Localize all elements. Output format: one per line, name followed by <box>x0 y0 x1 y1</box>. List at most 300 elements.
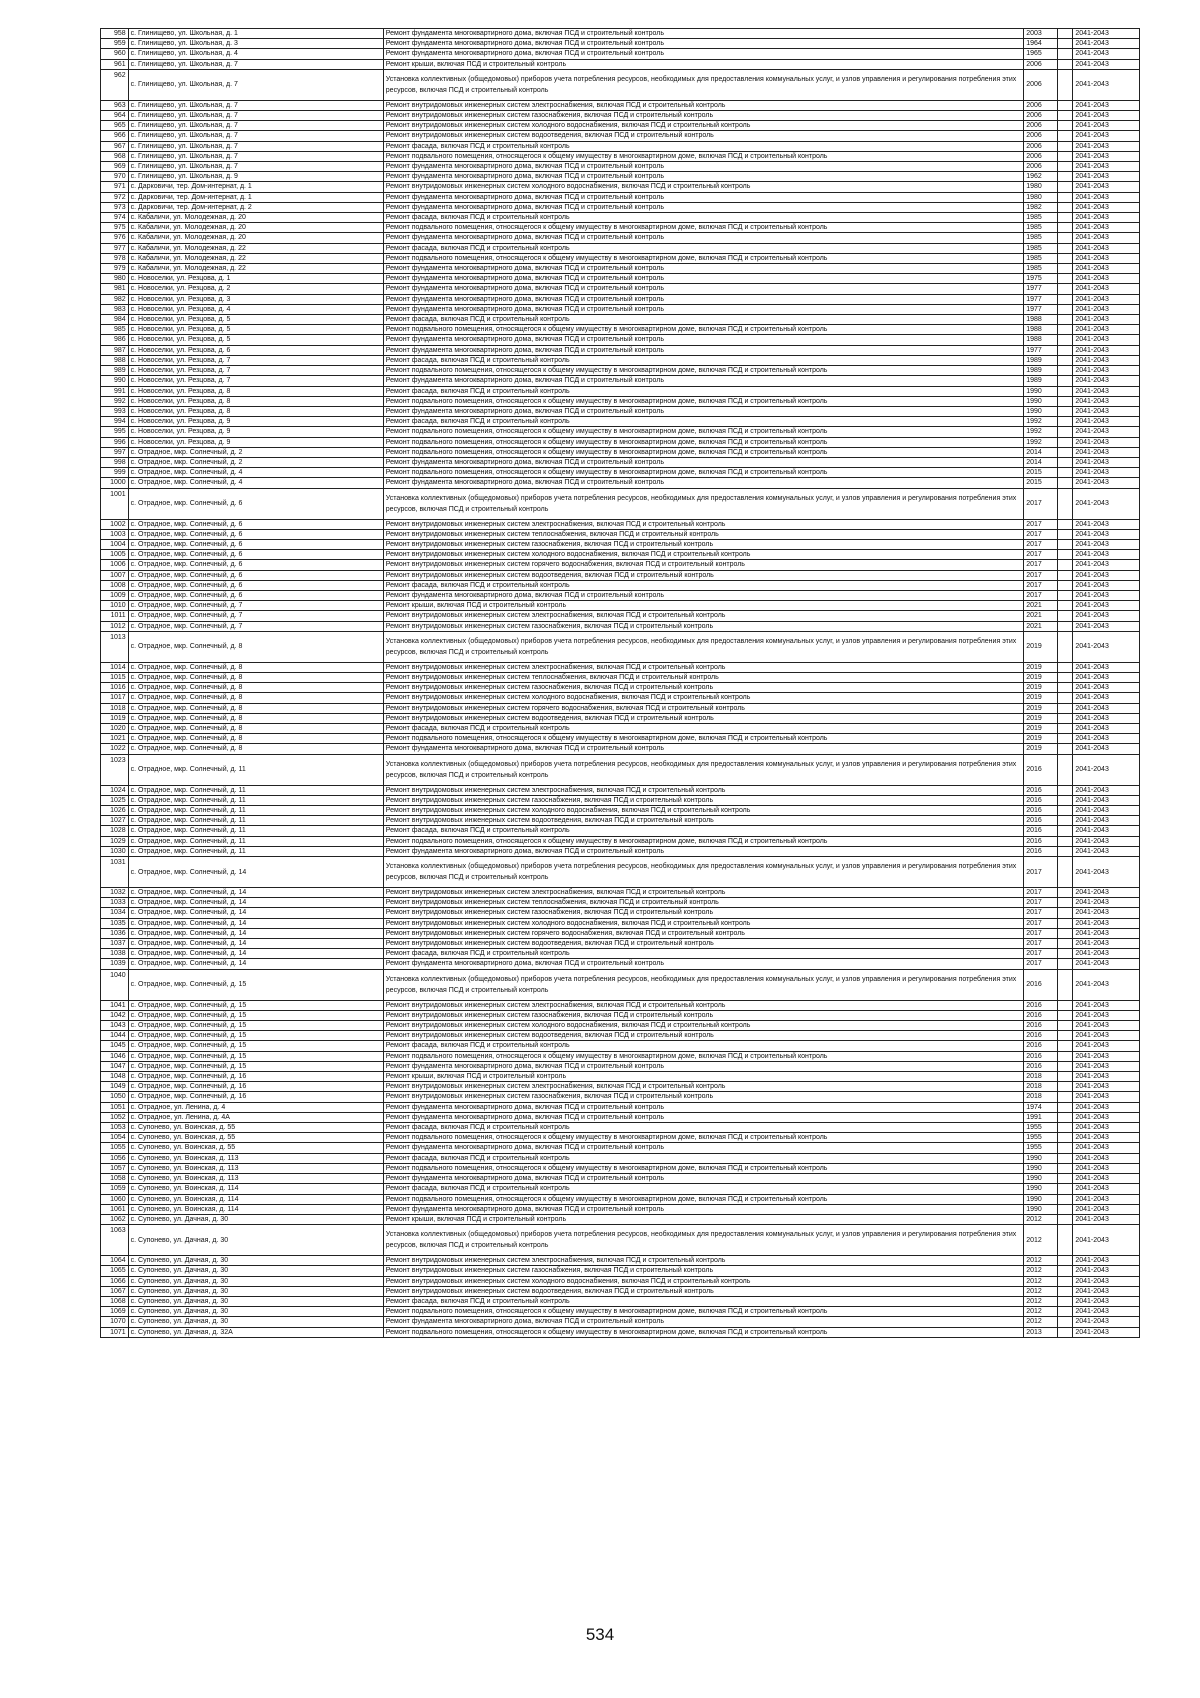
table-row <box>101 192 1140 202</box>
planned-period-cell: 2041-2043 <box>1073 417 1140 427</box>
row-number: 965 <box>101 121 129 131</box>
table-row <box>101 1286 1140 1296</box>
empty-cell <box>1058 754 1073 785</box>
table-row <box>101 386 1140 396</box>
row-number: 1037 <box>101 939 129 949</box>
year-built-cell: 2012 <box>1024 1286 1058 1296</box>
work-type-cell: Ремонт крыши, включая ПСД и строительный контроль <box>383 1072 1023 1082</box>
work-type-cell: Ремонт фундамента многоквартирного дома, включая ПСД и строительный контроль <box>383 264 1023 274</box>
planned-period-cell: 2041-2043 <box>1073 141 1140 151</box>
year-built-cell: 2019 <box>1024 631 1058 662</box>
planned-period-cell: 2041-2043 <box>1073 131 1140 141</box>
table-row <box>101 560 1140 570</box>
planned-period-cell: 2041-2043 <box>1073 1072 1140 1082</box>
year-built-cell: 2006 <box>1024 59 1058 69</box>
work-type-cell: Ремонт внутридомовых инженерных систем водоотведения, включая ПСД и строительный контроль <box>383 1286 1023 1296</box>
row-number: 1048 <box>101 1072 129 1082</box>
planned-period-cell: 2041-2043 <box>1073 202 1140 212</box>
year-built-cell: 2006 <box>1024 69 1058 100</box>
address-cell: с. Супонево, ул. Воинская, д. 114 <box>128 1204 383 1214</box>
planned-period-cell: 2041-2043 <box>1073 1184 1140 1194</box>
empty-cell <box>1058 253 1073 263</box>
planned-period-cell: 2041-2043 <box>1073 570 1140 580</box>
year-built-cell: 1955 <box>1024 1133 1058 1143</box>
planned-period-cell: 2041-2043 <box>1073 294 1140 304</box>
year-built-cell: 1990 <box>1024 1194 1058 1204</box>
year-built-cell: 2017 <box>1024 939 1058 949</box>
address-cell: с. Супонево, ул. Дачная, д. 30 <box>128 1276 383 1286</box>
address-cell: с. Новоселки, ул. Резцова, д. 7 <box>128 366 383 376</box>
table-row <box>101 1256 1140 1266</box>
table-row <box>101 580 1140 590</box>
address-cell: с. Отрадное, мкр. Солнечный, д. 6 <box>128 550 383 560</box>
table-row <box>101 1072 1140 1082</box>
work-type-cell: Ремонт внутридомовых инженерных систем электроснабжения, включая ПСД и строительный контроль <box>383 1256 1023 1266</box>
empty-cell <box>1058 223 1073 233</box>
table-row <box>101 631 1140 662</box>
year-built-cell: 2006 <box>1024 151 1058 161</box>
year-built-cell: 1985 <box>1024 264 1058 274</box>
planned-period-cell: 2041-2043 <box>1073 631 1140 662</box>
row-number: 969 <box>101 162 129 172</box>
empty-cell <box>1058 1051 1073 1061</box>
work-type-cell: Установка коллективных (общедомовых) приборов учета потребления ресурсов, необходимых для предоставления коммунальных услуг, и узлов управления и регулирования потребления этих ресурсов, включая ПСД и строительный контроль <box>383 631 1023 662</box>
year-built-cell: 2016 <box>1024 1021 1058 1031</box>
address-cell: с. Отрадное, мкр. Солнечный, д. 11 <box>128 846 383 856</box>
year-built-cell: 2021 <box>1024 611 1058 621</box>
table-row <box>101 928 1140 938</box>
empty-cell <box>1058 111 1073 121</box>
year-built-cell: 1985 <box>1024 233 1058 243</box>
empty-cell <box>1058 672 1073 682</box>
row-number: 1060 <box>101 1194 129 1204</box>
work-type-cell: Ремонт внутридомовых инженерных систем газоснабжения, включая ПСД и строительный контроль <box>383 539 1023 549</box>
work-type-cell: Ремонт фундамента многоквартирного дома, включая ПСД и строительный контроль <box>383 29 1023 39</box>
planned-period-cell: 2041-2043 <box>1073 1061 1140 1071</box>
table-row <box>101 693 1140 703</box>
table-row <box>101 478 1140 488</box>
empty-cell <box>1058 846 1073 856</box>
planned-period-cell: 2041-2043 <box>1073 969 1140 1000</box>
table-row <box>101 734 1140 744</box>
year-built-cell: 2017 <box>1024 590 1058 600</box>
planned-period-cell: 2041-2043 <box>1073 1204 1140 1214</box>
table-row <box>101 1112 1140 1122</box>
table-row <box>101 1266 1140 1276</box>
address-cell: с. Глинищево, ул. Школьная, д. 7 <box>128 162 383 172</box>
year-built-cell: 1990 <box>1024 1163 1058 1173</box>
address-cell: с. Кабаличи, ул. Молодежная, д. 20 <box>128 223 383 233</box>
planned-period-cell: 2041-2043 <box>1073 662 1140 672</box>
work-type-cell: Ремонт фундамента многоквартирного дома, включая ПСД и строительный контроль <box>383 172 1023 182</box>
year-built-cell: 1990 <box>1024 386 1058 396</box>
address-cell: с. Отрадное, мкр. Солнечный, д. 2 <box>128 447 383 457</box>
planned-period-cell: 2041-2043 <box>1073 39 1140 49</box>
planned-period-cell: 2041-2043 <box>1073 1031 1140 1041</box>
planned-period-cell: 2041-2043 <box>1073 1327 1140 1337</box>
address-cell: с. Дарковичи, тер. Дом-интернат, д. 1 <box>128 192 383 202</box>
year-built-cell: 2016 <box>1024 846 1058 856</box>
empty-cell <box>1058 529 1073 539</box>
table-row <box>101 335 1140 345</box>
address-cell: с. Отрадное, мкр. Солнечный, д. 7 <box>128 611 383 621</box>
planned-period-cell: 2041-2043 <box>1073 1174 1140 1184</box>
table-row <box>101 1143 1140 1153</box>
row-number: 1020 <box>101 723 129 733</box>
planned-period-cell: 2041-2043 <box>1073 519 1140 529</box>
row-number: 1031 <box>101 857 129 888</box>
row-number: 970 <box>101 172 129 182</box>
planned-period-cell: 2041-2043 <box>1073 1266 1140 1276</box>
document-sheet <box>100 28 1140 1338</box>
year-built-cell: 2018 <box>1024 1082 1058 1092</box>
year-built-cell: 2015 <box>1024 478 1058 488</box>
work-type-cell: Ремонт фундамента многоквартирного дома, включая ПСД и строительный контроль <box>383 376 1023 386</box>
planned-period-cell: 2041-2043 <box>1073 918 1140 928</box>
address-cell: с. Глинищево, ул. Школьная, д. 7 <box>128 131 383 141</box>
table-row <box>101 713 1140 723</box>
address-cell: с. Глинищево, ул. Школьная, д. 7 <box>128 100 383 110</box>
address-cell: с. Отрадное, мкр. Солнечный, д. 14 <box>128 857 383 888</box>
work-type-cell: Ремонт внутридомовых инженерных систем газоснабжения, включая ПСД и строительный контроль <box>383 111 1023 121</box>
planned-period-cell: 2041-2043 <box>1073 1102 1140 1112</box>
planned-period-cell: 2041-2043 <box>1073 683 1140 693</box>
empty-cell <box>1058 1143 1073 1153</box>
table-row <box>101 1307 1140 1317</box>
planned-period-cell: 2041-2043 <box>1073 795 1140 805</box>
table-row <box>101 1184 1140 1194</box>
empty-cell <box>1058 29 1073 39</box>
row-number: 1018 <box>101 703 129 713</box>
table-row <box>101 151 1140 161</box>
row-number: 1012 <box>101 621 129 631</box>
empty-cell <box>1058 1174 1073 1184</box>
empty-cell <box>1058 264 1073 274</box>
year-built-cell: 1975 <box>1024 274 1058 284</box>
year-built-cell: 1985 <box>1024 253 1058 263</box>
work-type-cell: Ремонт фундамента многоквартирного дома, включая ПСД и строительный контроль <box>383 192 1023 202</box>
year-built-cell: 2017 <box>1024 959 1058 969</box>
address-cell: с. Новоселки, ул. Резцова, д. 5 <box>128 325 383 335</box>
row-number: 966 <box>101 131 129 141</box>
empty-cell <box>1058 1102 1073 1112</box>
empty-cell <box>1058 59 1073 69</box>
work-type-cell: Ремонт крыши, включая ПСД и строительный контроль <box>383 59 1023 69</box>
row-number: 1006 <box>101 560 129 570</box>
work-type-cell: Ремонт внутридомовых инженерных систем электроснабжения, включая ПСД и строительный контроль <box>383 785 1023 795</box>
planned-period-cell: 2041-2043 <box>1073 1112 1140 1122</box>
planned-period-cell: 2041-2043 <box>1073 1286 1140 1296</box>
empty-cell <box>1058 1072 1073 1082</box>
address-cell: с. Новоселки, ул. Резцова, д. 8 <box>128 386 383 396</box>
year-built-cell: 2017 <box>1024 857 1058 888</box>
table-row <box>101 969 1140 1000</box>
work-type-cell: Ремонт внутридомовых инженерных систем горячего водоснабжения, включая ПСД и строительный контроль <box>383 560 1023 570</box>
work-type-cell: Ремонт внутридомовых инженерных систем водоотведения, включая ПСД и строительный контроль <box>383 939 1023 949</box>
empty-cell <box>1058 49 1073 59</box>
empty-cell <box>1058 202 1073 212</box>
table-row <box>101 918 1140 928</box>
planned-period-cell: 2041-2043 <box>1073 284 1140 294</box>
empty-cell <box>1058 284 1073 294</box>
table-row <box>101 1153 1140 1163</box>
table-row <box>101 141 1140 151</box>
planned-period-cell: 2041-2043 <box>1073 806 1140 816</box>
address-cell: с. Отрадное, мкр. Солнечный, д. 8 <box>128 744 383 754</box>
work-type-cell: Ремонт внутридомовых инженерных систем водоотведения, включая ПСД и строительный контроль <box>383 816 1023 826</box>
table-row <box>101 888 1140 898</box>
planned-period-cell: 2041-2043 <box>1073 325 1140 335</box>
planned-period-cell: 2041-2043 <box>1073 1051 1140 1061</box>
address-cell: с. Отрадное, мкр. Солнечный, д. 15 <box>128 1000 383 1010</box>
work-type-cell: Ремонт подвального помещения, относящегося к общему имуществу в многоквартирном доме, включая ПСД и строительный контроль <box>383 427 1023 437</box>
year-built-cell: 2017 <box>1024 888 1058 898</box>
empty-cell <box>1058 713 1073 723</box>
table-row <box>101 304 1140 314</box>
year-built-cell: 2019 <box>1024 734 1058 744</box>
row-number: 1029 <box>101 836 129 846</box>
row-number: 958 <box>101 29 129 39</box>
planned-period-cell: 2041-2043 <box>1073 703 1140 713</box>
year-built-cell: 1965 <box>1024 49 1058 59</box>
row-number: 984 <box>101 315 129 325</box>
address-cell: с. Супонево, ул. Дачная, д. 30 <box>128 1307 383 1317</box>
row-number: 1030 <box>101 846 129 856</box>
planned-period-cell: 2041-2043 <box>1073 182 1140 192</box>
row-number: 1042 <box>101 1010 129 1020</box>
planned-period-cell: 2041-2043 <box>1073 928 1140 938</box>
empty-cell <box>1058 100 1073 110</box>
address-cell: с. Глинищево, ул. Школьная, д. 1 <box>128 29 383 39</box>
table-row <box>101 1092 1140 1102</box>
year-built-cell: 2016 <box>1024 836 1058 846</box>
address-cell: с. Глинищево, ул. Школьная, д. 3 <box>128 39 383 49</box>
year-built-cell: 2003 <box>1024 29 1058 39</box>
address-cell: с. Отрадное, мкр. Солнечный, д. 16 <box>128 1072 383 1082</box>
address-cell: с. Отрадное, мкр. Солнечный, д. 15 <box>128 1021 383 1031</box>
address-cell: с. Отрадное, мкр. Солнечный, д. 7 <box>128 601 383 611</box>
table-row <box>101 182 1140 192</box>
address-cell: с. Отрадное, мкр. Солнечный, д. 4 <box>128 468 383 478</box>
empty-cell <box>1058 723 1073 733</box>
row-number: 1052 <box>101 1112 129 1122</box>
year-built-cell: 2021 <box>1024 621 1058 631</box>
address-cell: с. Супонево, ул. Дачная, д. 30 <box>128 1317 383 1327</box>
address-cell: с. Новоселки, ул. Резцова, д. 3 <box>128 294 383 304</box>
planned-period-cell: 2041-2043 <box>1073 151 1140 161</box>
address-cell: с. Супонево, ул. Воинская, д. 114 <box>128 1194 383 1204</box>
row-number: 1021 <box>101 734 129 744</box>
row-number: 1028 <box>101 826 129 836</box>
work-type-cell: Ремонт внутридомовых инженерных систем водоотведения, включая ПСД и строительный контроль <box>383 713 1023 723</box>
empty-cell <box>1058 1133 1073 1143</box>
table-row <box>101 366 1140 376</box>
table-row <box>101 1010 1140 1020</box>
address-cell: с. Отрадное, ул. Ленина, д. 4А <box>128 1112 383 1122</box>
empty-cell <box>1058 437 1073 447</box>
year-built-cell: 1955 <box>1024 1143 1058 1153</box>
planned-period-cell: 2041-2043 <box>1073 59 1140 69</box>
empty-cell <box>1058 816 1073 826</box>
row-number: 1036 <box>101 928 129 938</box>
row-number: 977 <box>101 243 129 253</box>
address-cell: с. Отрадное, мкр. Солнечный, д. 16 <box>128 1082 383 1092</box>
row-number: 1015 <box>101 672 129 682</box>
row-number: 1033 <box>101 898 129 908</box>
row-number: 979 <box>101 264 129 274</box>
planned-period-cell: 2041-2043 <box>1073 345 1140 355</box>
table-row <box>101 672 1140 682</box>
work-type-cell: Ремонт подвального помещения, относящегося к общему имуществу в многоквартирном доме, включая ПСД и строительный контроль <box>383 366 1023 376</box>
year-built-cell: 1974 <box>1024 1102 1058 1112</box>
work-type-cell: Ремонт внутридомовых инженерных систем теплоснабжения, включая ПСД и строительный контроль <box>383 672 1023 682</box>
table-row <box>101 1194 1140 1204</box>
table-row <box>101 457 1140 467</box>
row-number: 974 <box>101 213 129 223</box>
address-cell: с. Отрадное, мкр. Солнечный, д. 8 <box>128 713 383 723</box>
year-built-cell: 1977 <box>1024 304 1058 314</box>
planned-period-cell: 2041-2043 <box>1073 233 1140 243</box>
row-number: 967 <box>101 141 129 151</box>
address-cell: с. Отрадное, мкр. Солнечный, д. 14 <box>128 898 383 908</box>
row-number: 1070 <box>101 1317 129 1327</box>
row-number: 1011 <box>101 611 129 621</box>
planned-period-cell: 2041-2043 <box>1073 386 1140 396</box>
year-built-cell: 2016 <box>1024 806 1058 816</box>
planned-period-cell: 2041-2043 <box>1073 693 1140 703</box>
year-built-cell: 2012 <box>1024 1276 1058 1286</box>
table-row <box>101 1174 1140 1184</box>
table-row <box>101 315 1140 325</box>
table-row <box>101 213 1140 223</box>
year-built-cell: 2016 <box>1024 1061 1058 1071</box>
planned-period-cell: 2041-2043 <box>1073 213 1140 223</box>
work-type-cell: Ремонт фасада, включая ПСД и строительный контроль <box>383 417 1023 427</box>
planned-period-cell: 2041-2043 <box>1073 1256 1140 1266</box>
address-cell: с. Отрадное, мкр. Солнечный, д. 6 <box>128 519 383 529</box>
row-number: 1056 <box>101 1153 129 1163</box>
table-row <box>101 1204 1140 1214</box>
year-built-cell: 2017 <box>1024 949 1058 959</box>
empty-cell <box>1058 590 1073 600</box>
address-cell: с. Супонево, ул. Воинская, д. 114 <box>128 1184 383 1194</box>
year-built-cell: 1988 <box>1024 315 1058 325</box>
work-type-cell: Ремонт крыши, включая ПСД и строительный контроль <box>383 1214 1023 1224</box>
year-built-cell: 2013 <box>1024 1327 1058 1337</box>
row-number: 1043 <box>101 1021 129 1031</box>
year-built-cell: 2006 <box>1024 100 1058 110</box>
row-number: 994 <box>101 417 129 427</box>
table-row <box>101 846 1140 856</box>
planned-period-cell: 2041-2043 <box>1073 396 1140 406</box>
row-number: 961 <box>101 59 129 69</box>
planned-period-cell: 2041-2043 <box>1073 723 1140 733</box>
row-number: 972 <box>101 192 129 202</box>
work-type-cell: Ремонт фундамента многоквартирного дома, включая ПСД и строительный контроль <box>383 846 1023 856</box>
planned-period-cell: 2041-2043 <box>1073 1214 1140 1224</box>
address-cell: с. Отрадное, ул. Ленина, д. 4 <box>128 1102 383 1112</box>
row-number: 1047 <box>101 1061 129 1071</box>
row-number: 1008 <box>101 580 129 590</box>
table-row <box>101 898 1140 908</box>
year-built-cell: 1977 <box>1024 284 1058 294</box>
work-type-cell: Ремонт фасада, включая ПСД и строительный контроль <box>383 1123 1023 1133</box>
work-type-cell: Ремонт фундамента многоквартирного дома, включая ПСД и строительный контроль <box>383 590 1023 600</box>
table-row <box>101 100 1140 110</box>
year-built-cell: 2006 <box>1024 131 1058 141</box>
address-cell: с. Глинищево, ул. Школьная, д. 7 <box>128 69 383 100</box>
table-row <box>101 1133 1140 1143</box>
empty-cell <box>1058 1266 1073 1276</box>
planned-period-cell: 2041-2043 <box>1073 898 1140 908</box>
empty-cell <box>1058 857 1073 888</box>
work-type-cell: Ремонт подвального помещения, относящегося к общему имуществу в многоквартирном доме, включая ПСД и строительный контроль <box>383 1163 1023 1173</box>
address-cell: с. Отрадное, мкр. Солнечный, д. 15 <box>128 969 383 1000</box>
work-type-cell: Ремонт фасада, включая ПСД и строительный контроль <box>383 355 1023 365</box>
table-row <box>101 908 1140 918</box>
table-row <box>101 795 1140 805</box>
address-cell: с. Кабаличи, ул. Молодежная, д. 20 <box>128 233 383 243</box>
planned-period-cell: 2041-2043 <box>1073 376 1140 386</box>
year-built-cell: 2017 <box>1024 550 1058 560</box>
year-built-cell: 2017 <box>1024 928 1058 938</box>
work-type-cell: Ремонт внутридомовых инженерных систем теплоснабжения, включая ПСД и строительный контроль <box>383 898 1023 908</box>
year-built-cell: 2014 <box>1024 447 1058 457</box>
empty-cell <box>1058 601 1073 611</box>
work-type-cell: Ремонт фундамента многоквартирного дома, включая ПСД и строительный контроль <box>383 959 1023 969</box>
row-number: 1027 <box>101 816 129 826</box>
work-type-cell: Ремонт подвального помещения, относящегося к общему имуществу в многоквартирном доме, включая ПСД и строительный контроль <box>383 1051 1023 1061</box>
work-type-cell: Ремонт подвального помещения, относящегося к общему имуществу в многоквартирном доме, включая ПСД и строительный контроль <box>383 1307 1023 1317</box>
work-type-cell: Ремонт подвального помещения, относящегося к общему имуществу в многоквартирном доме, включая ПСД и строительный контроль <box>383 468 1023 478</box>
empty-cell <box>1058 172 1073 182</box>
table-row <box>101 1225 1140 1256</box>
address-cell: с. Супонево, ул. Воинская, д. 113 <box>128 1174 383 1184</box>
year-built-cell: 2016 <box>1024 1051 1058 1061</box>
table-row <box>101 1296 1140 1306</box>
row-number: 960 <box>101 49 129 59</box>
empty-cell <box>1058 1307 1073 1317</box>
empty-cell <box>1058 488 1073 519</box>
address-cell: с. Глинищево, ул. Школьная, д. 9 <box>128 172 383 182</box>
row-number: 1064 <box>101 1256 129 1266</box>
work-type-cell: Установка коллективных (общедомовых) приборов учета потребления ресурсов, необходимых для предоставления коммунальных услуг, и узлов управления и регулирования потребления этих ресурсов, включая ПСД и строительный контроль <box>383 754 1023 785</box>
address-cell: с. Новоселки, ул. Резцова, д. 4 <box>128 304 383 314</box>
work-type-cell: Ремонт крыши, включая ПСД и строительный контроль <box>383 601 1023 611</box>
planned-period-cell: 2041-2043 <box>1073 744 1140 754</box>
row-number: 988 <box>101 355 129 365</box>
empty-cell <box>1058 928 1073 938</box>
work-type-cell: Ремонт внутридомовых инженерных систем электроснабжения, включая ПСД и строительный контроль <box>383 888 1023 898</box>
empty-cell <box>1058 1204 1073 1214</box>
row-number: 983 <box>101 304 129 314</box>
row-number: 1054 <box>101 1133 129 1143</box>
row-number: 1066 <box>101 1276 129 1286</box>
address-cell: с. Новоселки, ул. Резцова, д. 7 <box>128 376 383 386</box>
address-cell: с. Отрадное, мкр. Солнечный, д. 6 <box>128 570 383 580</box>
planned-period-cell: 2041-2043 <box>1073 1133 1140 1143</box>
address-cell: с. Отрадное, мкр. Солнечный, д. 15 <box>128 1061 383 1071</box>
empty-cell <box>1058 141 1073 151</box>
work-type-cell: Ремонт внутридомовых инженерных систем холодного водоснабжения, включая ПСД и строительный контроль <box>383 918 1023 928</box>
empty-cell <box>1058 233 1073 243</box>
table-row <box>101 233 1140 243</box>
work-type-cell: Ремонт фасада, включая ПСД и строительный контроль <box>383 580 1023 590</box>
address-cell: с. Супонево, ул. Дачная, д. 30 <box>128 1256 383 1266</box>
work-type-cell: Ремонт подвального помещения, относящегося к общему имуществу в многоквартирном доме, включая ПСД и строительный контроль <box>383 396 1023 406</box>
work-type-cell: Ремонт фундамента многоквартирного дома, включая ПСД и строительный контроль <box>383 162 1023 172</box>
table-row <box>101 274 1140 284</box>
